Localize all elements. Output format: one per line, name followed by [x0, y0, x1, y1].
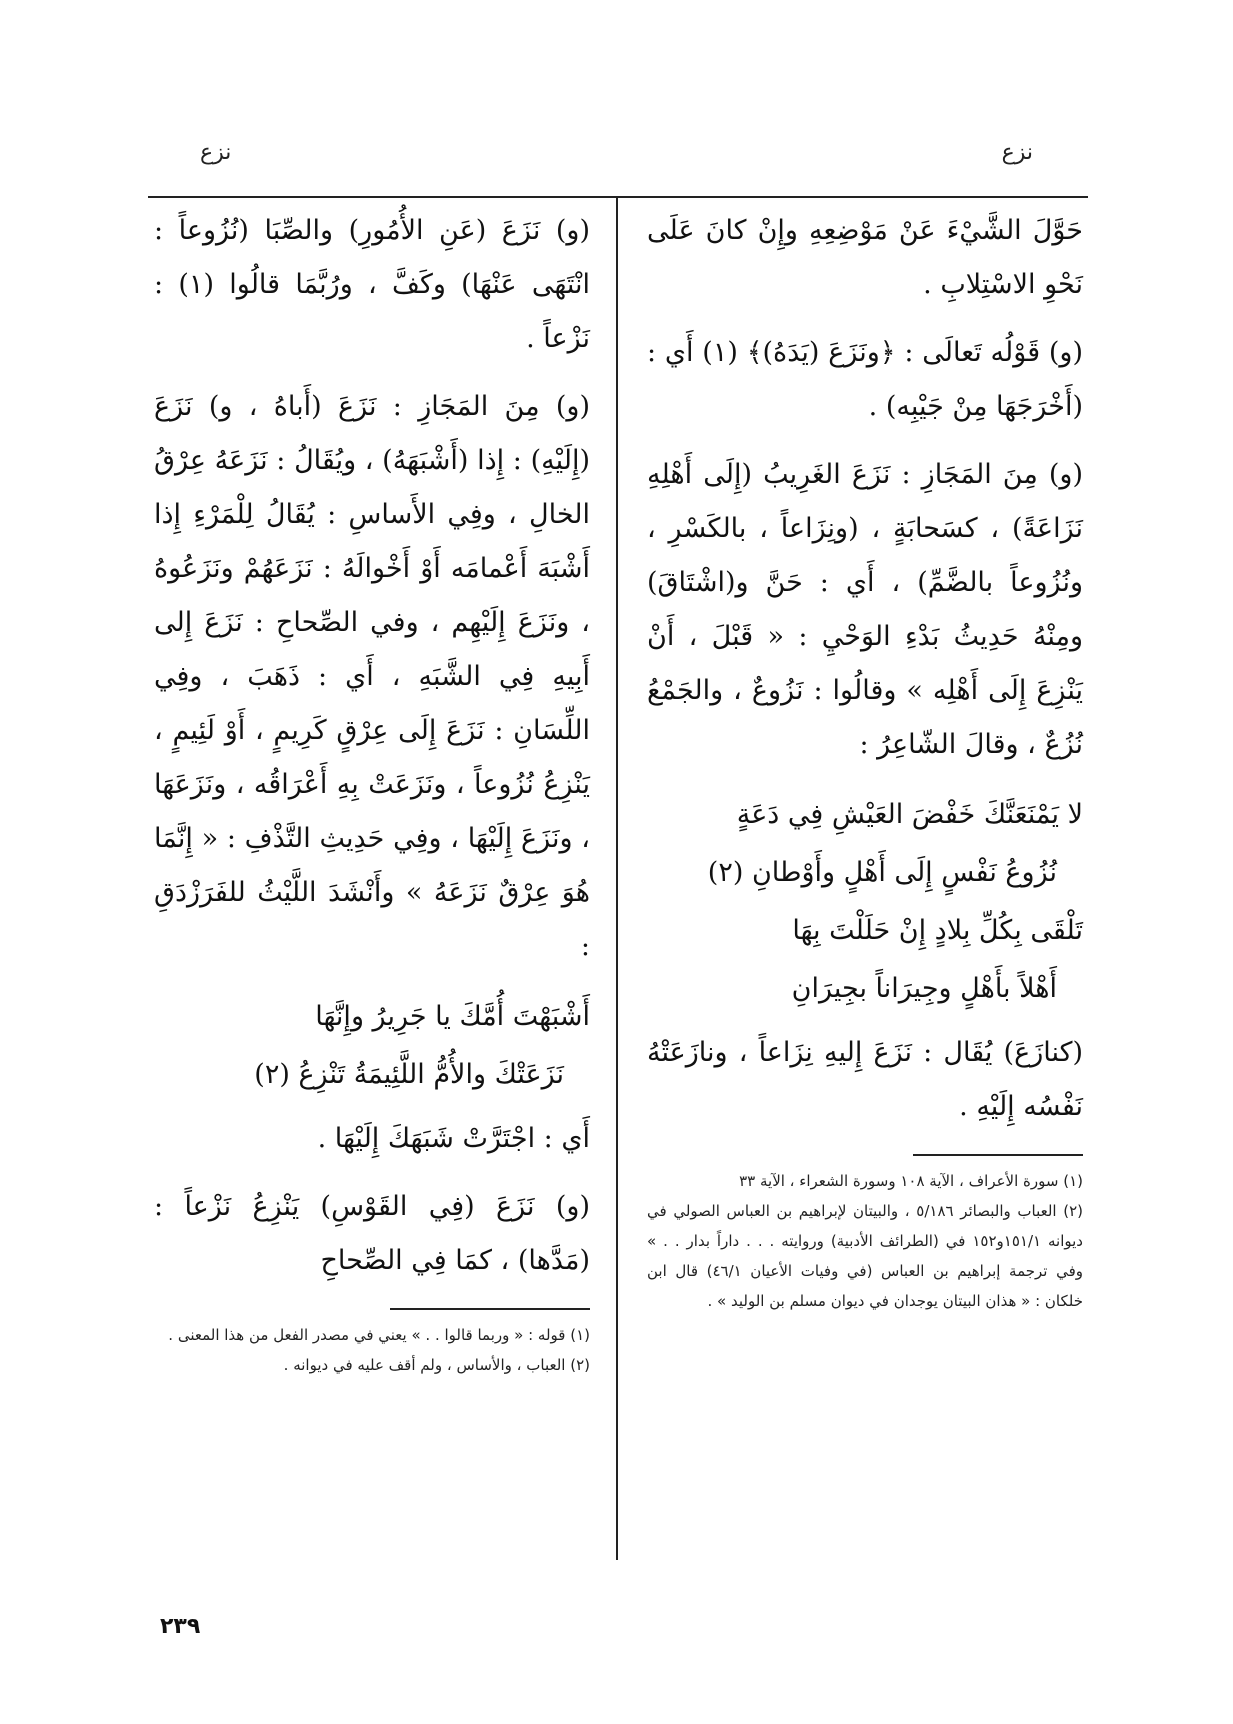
paragraph: (و) نَزَعَ (عَنِ الأُمُورِ) والصِّبَا (نُزُوعاً : انْتَهَى عَنْهَا) وكَفَّ ، ورُبَّمَا قالُوا (١) : نَزْعاً .	[154, 215, 591, 354]
footnote: (٢) العباب ، والأساس ، ولم أقف عليه في ديوانه .	[283, 1356, 590, 1374]
header-rule	[148, 196, 1088, 198]
verse-line: نُزُوعُ نَفْسٍ إِلَى أَهْلٍ وأَوْطانِ (٢)	[707, 857, 1057, 888]
poem-verse	[154, 988, 590, 1104]
verse-line: أَشْبَهْتَ أُمَّكَ يا جَرِيرُ وإِنَّهَا	[315, 1001, 590, 1032]
verse-line: تَلْقَى بِكُلِّ بِلادٍ إِنْ حَلَلْتَ بِهَا	[792, 915, 1083, 946]
paragraph: (و) قَوْلُه تَعالَى : ﴿ونَزَعَ (يَدَهُ)﴾ (١) أَي : (أَخْرَجَهَا مِنْ جَيْبِه) .	[647, 337, 1084, 422]
page-number: ٢٣٩	[160, 1614, 201, 1639]
paragraph: (و) مِنَ المَجَازِ : نَزَعَ الغَرِيبُ (إِلَى أَهْلِهِ نَزَاعَةً) ، كسَحابَةٍ ، (ونِزَاعاً ، بالكَسْرِ ، ونُزُوعاً بالضَّمِّ) ، أَي : حَنَّ و(اشْتَاقَ) ومِنْهُ حَدِيثُ بَدْءِ الوَحْيِ : « قَبْلَ ، أَنْ يَنْزِعَ إِلَى أَهْلِه » وقالُوا : نَزُوعٌ ، والجَمْعُ نُزُعٌ ، وقالَ الشّاعِرُ :	[647, 459, 1083, 760]
paragraph: (و) نَزَعَ (فِي القَوْسِ) يَنْزِعُ نَزْعاً : (مَدَّها) ، كمَا فِي الصِّحاحِ	[154, 1191, 590, 1276]
footnote-rule	[390, 1308, 590, 1310]
header-right-word: نزع	[1001, 140, 1033, 165]
verse-line: لا يَمْنَعَنَّكَ خَفْضَ العَيْشِ فِي دَعَةٍ	[736, 799, 1083, 830]
footnotes	[154, 1320, 590, 1380]
left-column	[154, 204, 590, 1380]
header-left-word: نزع	[200, 140, 232, 165]
paragraph: (و) مِنَ المَجَازِ : نَزَعَ (أَباهُ ، و) نَزَعَ (إِلَيْهِ) : إِذا (أَشْبَهَهُ) ، ويُقَالُ : نَزَعَهُ عِرْقُ الخالِ ، وفِي الأَساسِ : يُقَالُ لِلْمَرْءِ إِذا أَشْبَهَ أَعْمامَه أَوْ أَخْوالَهُ : نَزَعَهُمْ ونَزَعُوهُ ، ونَزَعَ إِلَيْهِم ، وفي الصِّحاحِ : نَزَعَ إِلى أَبِيهِ فِي الشَّبَهِ ، أَي : ذَهَبَ ، وفِي اللِّسَانِ : نَزَعَ إِلَى عِرْقٍ كَرِيمٍ ، أَوْ لَئِيمٍ ، يَنْزِعُ نُزُوعاً ، ونَزَعَتْ بِهِ أَعْرَاقُه ، ونَزَعَهَا ، ونَزَعَ إِلَيْهَا ، وفِي حَدِيثِ التَّذْفِ : « إِنَّمَا هُوَ عِرْقٌ نَزَعَهُ » وأَنْشَدَ اللَّيْثُ للفَرَزْدَقِ :	[154, 391, 590, 962]
footnote: (١) قوله : « وربما قالوا . . » يعني في مصدر الفعل من هذا المعنى .	[168, 1326, 590, 1344]
footnote: (٢) العباب والبصائر ٥/١٨٦ ، والبيتان لإبراهيم بن العباس الصولي في ديوانه ١٥١/١و١٥٢ في (الطرائف الأدبية) وروايته . . . داراً بدار . . » وفي ترجمة إبراهيم بن العباس (في وفيات الأعيان ٤٦/١) قال ابن خلكان : « هذان البيتان يوجدان في ديوان مسلم بن الوليد » .	[647, 1202, 1084, 1310]
paragraph: حَوَّلَ الشَّيْءَ عَنْ مَوْضِعِهِ وإِنْ كانَ عَلَى نَحْوِ الاسْتِلابِ .	[647, 215, 1083, 300]
verse-line: نَزَعَتْكَ والأُمُّ اللَّئِيمَةُ تَنْزِعُ (٢)	[254, 1059, 564, 1090]
verse-line: أَهْلاً بأَهْلٍ وجِيرَاناً بجِيرَانِ	[791, 973, 1057, 1004]
footnote: (١) سورة الأعراف ، الآية ١٠٨ وسورة الشعراء ، الآية ٣٣	[739, 1172, 1083, 1190]
poem-verse	[647, 786, 1083, 1018]
paragraph: أَي : اجْتَرَّتْ شَبَهَكَ إِلَيْهَا .	[317, 1123, 590, 1154]
column-divider	[616, 196, 618, 1560]
paragraph: (كنازَعَ) يُقَال : نَزَعَ إِليهِ نِزَاعاً ، ونازَعَتْهُ نَفْسُه إِلَيْهِ .	[647, 1037, 1083, 1122]
footnotes	[647, 1166, 1083, 1316]
footnote-rule	[913, 1154, 1083, 1156]
right-column	[647, 204, 1083, 1316]
